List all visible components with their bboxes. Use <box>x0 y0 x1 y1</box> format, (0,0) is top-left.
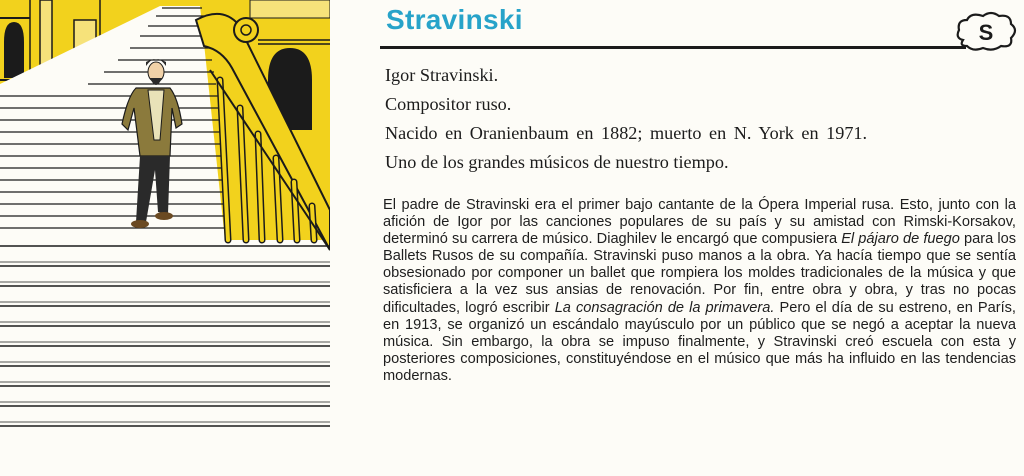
body-part-1: El padre de Stravinski era el primer bajo cantante de la Ópera Imperial rusa. Esto, junto con la afición de Igor por las canciones populares de su país y su amistad con Rimski-Korsakov, determinó su carrera de músico. Diaghilev le encargó que compusiera <box>383 197 1016 248</box>
body-paragraph <box>383 197 1016 385</box>
body-part-2: para los Ballets Rusos de su compañía. Stravinski puso manos a la obra. Ya hacía tiempo que se sentía obsesionado por componer un ballet que rompiera los moldes tradicionales de la música y que satisficiera a la vez sus ansias de renovación. Por fin, entre obra y obra, y tras no pocas dificultades, logró escribir <box>383 231 1016 316</box>
lead-role: Compositor ruso. <box>385 94 512 114</box>
badge-letter: S <box>978 20 994 45</box>
lead-name: Igor Stravinski. <box>385 65 499 85</box>
body-part-3: Pero el día de su estreno, en París, en 1913, se organizó un escándalo mayúsculo por un público que se negó a aceptar la nueva música. Sin embargo, la obra se impuso finalmente, y Stravinski creó escuela con esta y posteriores composiciones, constituyéndose en el músico que más ha influido en las tendencias modernas. <box>383 299 1016 384</box>
lead-dates: Nacido en Oranienbaum en 1882; muerto en N. York en 1971. <box>385 123 868 143</box>
letter-cloud-icon <box>953 10 1019 52</box>
work-title-firebird: El pájaro de fuego <box>841 231 960 248</box>
work-title-rite-of-spring: La consagración de la primavera. <box>554 299 775 316</box>
title-rule <box>380 46 966 49</box>
page-title: Stravinski <box>386 4 523 35</box>
lead-description: Uno de los grandes músicos de nuestro tiempo. <box>385 152 729 172</box>
stravinski-staircase-illustration <box>0 0 330 476</box>
